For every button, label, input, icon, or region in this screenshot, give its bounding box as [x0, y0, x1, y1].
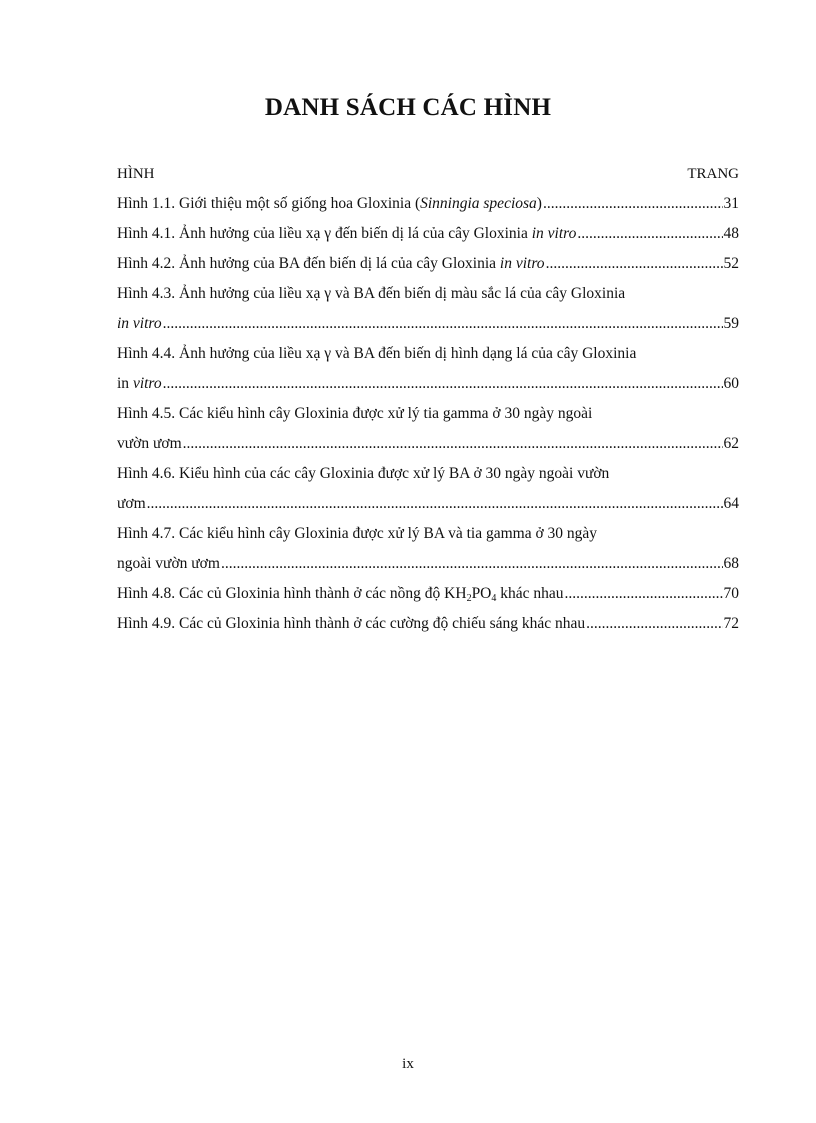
figure-page-number: 62 — [723, 435, 739, 452]
figure-entry[interactable] — [117, 614, 739, 634]
page-title: DANH SÁCH CÁC HÌNH — [264, 94, 552, 121]
figure-page-number: 72 — [723, 615, 739, 632]
figure-page-number: 68 — [723, 555, 739, 572]
dot-leader — [183, 434, 723, 454]
figure-entry-text: ngoài vườn ươm — [117, 555, 220, 572]
figure-entry-text: Hình 4.2. Ảnh hưởng của BA đến biến dị lá của cây Gloxinia in vitro — [117, 255, 545, 272]
figure-entry-text: Hình 1.1. Giới thiệu một số giống hoa Gloxinia (Sinningia speciosa) — [117, 195, 542, 212]
figure-list — [117, 194, 739, 644]
figure-entry-line1[interactable]: Hình 4.7. Các kiểu hình cây Gloxinia được xử lý BA và tia gamma ở 30 ngày — [117, 525, 598, 542]
figure-entry[interactable] — [117, 254, 739, 274]
dot-leader — [221, 554, 723, 574]
dot-leader — [163, 314, 723, 334]
figure-entry-text: vườn ươm — [117, 435, 182, 452]
figure-page-number: 48 — [723, 225, 739, 242]
page-number: ix — [402, 1056, 414, 1072]
dot-leader — [163, 374, 723, 394]
figure-entry-line2[interactable] — [117, 434, 739, 454]
figure-entry[interactable] — [117, 224, 739, 244]
figure-entry-text: Hình 4.1. Ảnh hưởng của liều xạ γ đến biến dị lá của cây Gloxinia in vitro — [117, 225, 577, 242]
dot-leader — [546, 254, 723, 274]
figure-entry-line2[interactable] — [117, 494, 739, 514]
header-page-label: TRANG — [687, 166, 739, 182]
dot-leader — [543, 194, 723, 214]
figure-entry-line1[interactable]: Hình 4.3. Ảnh hưởng của liều xạ γ và BA đến biến dị màu sắc lá của cây Gloxinia — [117, 285, 626, 302]
dot-leader — [565, 584, 723, 604]
figure-entry[interactable] — [117, 194, 739, 214]
figure-page-number: 59 — [723, 315, 739, 332]
figure-page-number: 52 — [723, 255, 739, 272]
figure-entry-text: in vitro — [117, 375, 162, 392]
figure-page-number: 31 — [723, 195, 739, 212]
dot-leader — [147, 494, 723, 514]
figure-entry-line1[interactable]: Hình 4.5. Các kiểu hình cây Gloxinia được xử lý tia gamma ở 30 ngày ngoài — [117, 405, 593, 422]
figure-entry-text: ươm — [117, 495, 146, 512]
figure-entry-line1[interactable]: Hình 4.4. Ảnh hưởng của liều xạ γ và BA đến biến dị hình dạng lá của cây Gloxinia — [117, 345, 637, 362]
dot-leader — [586, 614, 722, 634]
figure-entry-line1[interactable]: Hình 4.6. Kiểu hình của các cây Gloxinia được xử lý BA ở 30 ngày ngoài vườn — [117, 465, 610, 482]
figure-entry-line2[interactable] — [117, 374, 739, 394]
figure-entry-text: Hình 4.8. Các củ Gloxinia hình thành ở các nồng độ $KH_2PO_4$ khác nhau — [117, 585, 564, 604]
figure-entry[interactable] — [117, 584, 739, 604]
figure-page-number: 60 — [723, 375, 739, 392]
figure-entry-line2[interactable] — [117, 314, 739, 334]
header-figure-label: HÌNH — [117, 166, 155, 182]
dot-leader — [577, 224, 722, 244]
column-header-row — [117, 164, 739, 184]
figure-entry-line2[interactable] — [117, 554, 739, 574]
figure-page-number: 70 — [723, 585, 739, 602]
figure-entry-text: in vitro — [117, 315, 162, 332]
figure-entry-text: Hình 4.9. Các củ Gloxinia hình thành ở các cường độ chiếu sáng khác nhau — [117, 615, 586, 632]
figure-page-number: 64 — [723, 495, 739, 512]
